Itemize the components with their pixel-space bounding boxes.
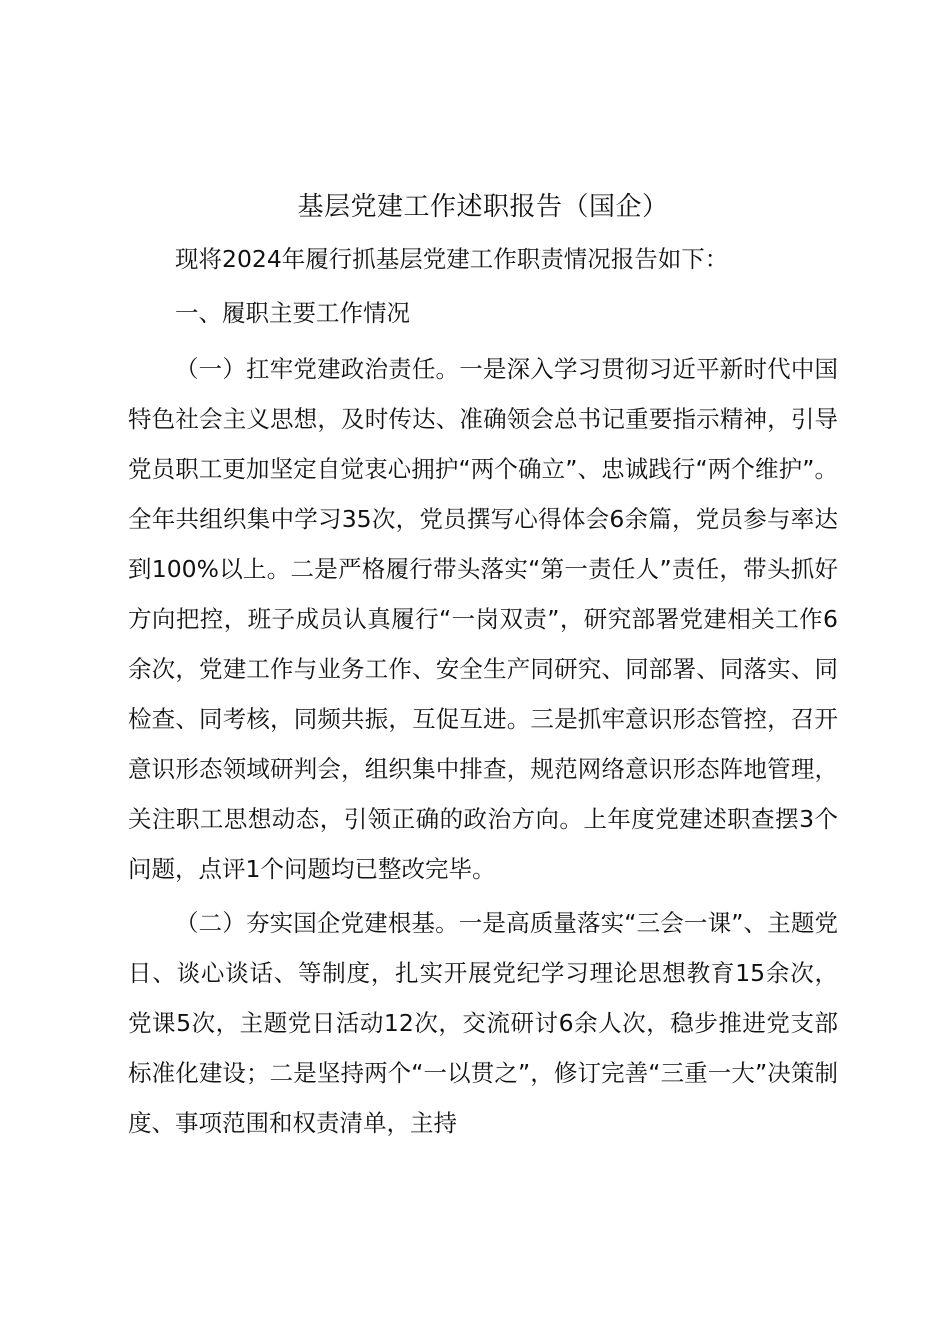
document-body <box>128 182 838 1148</box>
section-heading: 一、履职主要工作情况 <box>175 299 410 327</box>
paragraph-party-foundation: （二）夯实国企党建根基。一是高质量落实“三会一课”、主题党日、谈心谈话、等制度，扎实开展党纪学习理论思想教育15余次，党课5次，主题党日活动12次，交流研讨6余人次，稳步推进党支部标准化建设；二是坚持两个“一以贯之”，修订完善“三重一大”决策制度、事项范围和权责清单，主持 <box>128 909 838 1137</box>
paragraph-political-responsibility: （一）扛牢党建政治责任。一是深入学习贯彻习近平新时代中国特色社会主义思想，及时传达、准确领会总书记重要指示精神，引导党员职工更加坚定自觉衷心拥护“两个确立”、忠诚践行“两个维护”。全年共组织集中学习35次，党员撰写心得体会6余篇，党员参与率达到100%以上。二是严格履行带头落实“第一责任人”责任，带头抓好方向把控，班子成员认真履行“一岗双责”，研究部署党建相关工作6余次，党建工作与业务工作、安全生产同研究、同部署、同落实、同检查、同考核，同频共振，互促互进。三是抓牢意识形态管控，召开意识形态领域研判会，组织集中排查，规范网络意识形态阵地管理，关注职工思想动态，引领正确的政治方向。上年度党建述职查摆3个问题，点评1个问题均已整改完毕。 <box>128 355 838 883</box>
document-title: 基层党建工作述职报告（国企） <box>297 192 669 222</box>
intro-paragraph: 现将2024年履行抓基层党建工作职责情况报告如下： <box>175 245 729 273</box>
